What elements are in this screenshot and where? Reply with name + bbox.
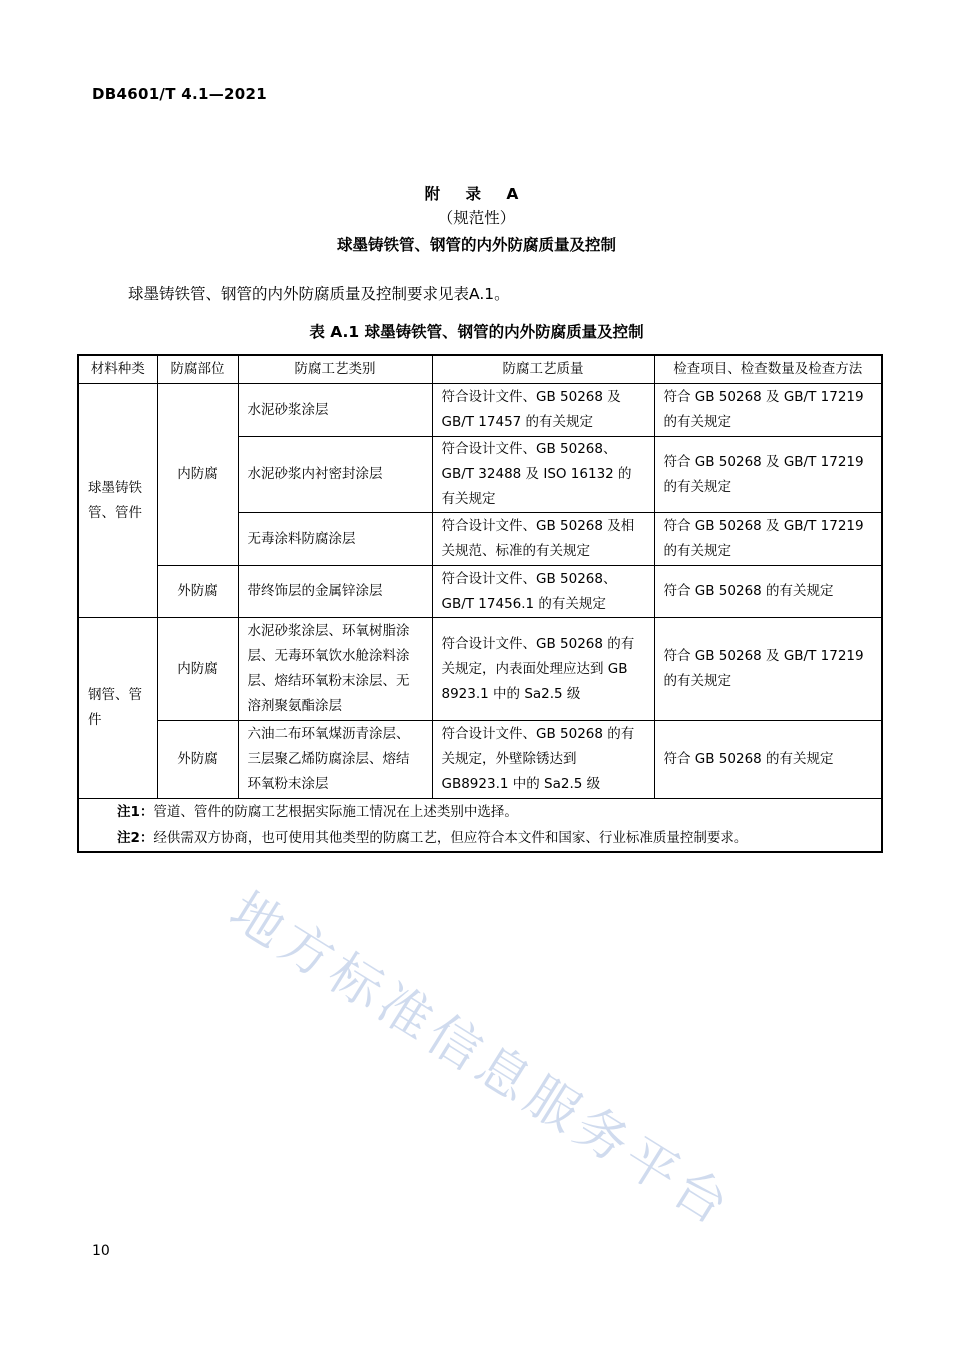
location-cell: 内防腐 [157,384,238,566]
material-cell: 钢管、管件 [78,618,157,799]
inspection-cell: 符合 GB 50268 及 GB/T 17219 的有关规定 [654,618,882,721]
process-cell: 无毒涂料防腐涂层 [238,513,432,566]
inspection-cell: 符合 GB 50268 及 GB/T 17219 的有关规定 [654,384,882,437]
inspection-cell: 符合 GB 50268 的有关规定 [654,721,882,799]
table-note [79,799,881,825]
process-cell: 带终饰层的金属锌涂层 [238,566,432,618]
page-number: 10 [92,1243,110,1259]
document-number: DB4601/T 4.1—2021 [92,85,267,103]
process-cell: 水泥砂浆内衬密封涂层 [238,437,432,513]
location-cell: 外防腐 [157,566,238,618]
table-notes-row [78,799,882,853]
header-process: 防腐工艺类别 [238,355,432,384]
quality-cell: 符合设计文件、GB 50268 及相关规范、标准的有关规定 [432,513,654,566]
table-row [78,384,882,437]
normative-label: （规范性） [437,209,516,227]
corrosion-table [77,354,883,853]
appendix-label: 附 录 A [424,185,529,203]
inspection-cell: 符合 GB 50268 及 GB/T 17219 的有关规定 [654,513,882,566]
quality-cell: 符合设计文件、GB 50268 的有关规定，外壁除锈达到 GB8923.1 中的 Sa2.5 级 [432,721,654,799]
note-text: 管道、管件的防腐工艺根据实际施工情况在上述类别中选择。 [153,804,518,820]
header-inspection: 检查项目、检查数量及检查方法 [654,355,882,384]
table-row [78,566,882,618]
header-quality: 防腐工艺质量 [432,355,654,384]
inspection-cell: 符合 GB 50268 及 GB/T 17219 的有关规定 [654,437,882,513]
note-text: 经供需双方协商，也可使用其他类型的防腐工艺，但应符合本文件和国家、行业标准质量控制要求。 [153,830,748,846]
material-cell: 球墨铸铁管、管件 [78,384,157,618]
inspection-cell: 符合 GB 50268 的有关规定 [654,566,882,618]
location-cell: 内防腐 [157,618,238,721]
process-cell: 水泥砂浆涂层 [238,384,432,437]
quality-cell: 符合设计文件、GB 50268、GB/T 17456.1 的有关规定 [432,566,654,618]
quality-cell: 符合设计文件、GB 50268、GB/T 32488 及 ISO 16132 的有关规定 [432,437,654,513]
table-note [79,825,881,851]
watermark: 地方标准信息服务平台 [219,881,743,1240]
quality-cell: 符合设计文件、GB 50268 及 GB/T 17457 的有关规定 [432,384,654,437]
header-location: 防腐部位 [157,355,238,384]
table-row [78,721,882,799]
table-caption: 表 A.1 球墨铸铁管、钢管的内外防腐质量及控制 [309,323,644,341]
header-material: 材料种类 [78,355,157,384]
quality-cell: 符合设计文件、GB 50268 的有关规定，内表面处理应达到 GB 8923.1 中的 Sa2.5 级 [432,618,654,721]
notes-cell [78,799,882,853]
appendix-title: 球墨铸铁管、钢管的内外防腐质量及控制 [336,236,616,254]
table-row [78,618,882,721]
process-cell: 水泥砂浆涂层、环氧树脂涂层、无毒环氧饮水舱涂料涂层、熔结环氧粉末涂层、无溶剂聚氨酯涂层 [238,618,432,721]
location-cell: 外防腐 [157,721,238,799]
process-cell: 六油二布环氧煤沥青涂层、三层聚乙烯防腐涂层、熔结环氧粉末涂层 [238,721,432,799]
intro-paragraph: 球墨铸铁管、钢管的内外防腐质量及控制要求见表A.1。 [128,285,510,303]
note-label: 注2： [117,830,154,846]
table-header-row [78,355,882,384]
note-label: 注1： [117,804,154,820]
